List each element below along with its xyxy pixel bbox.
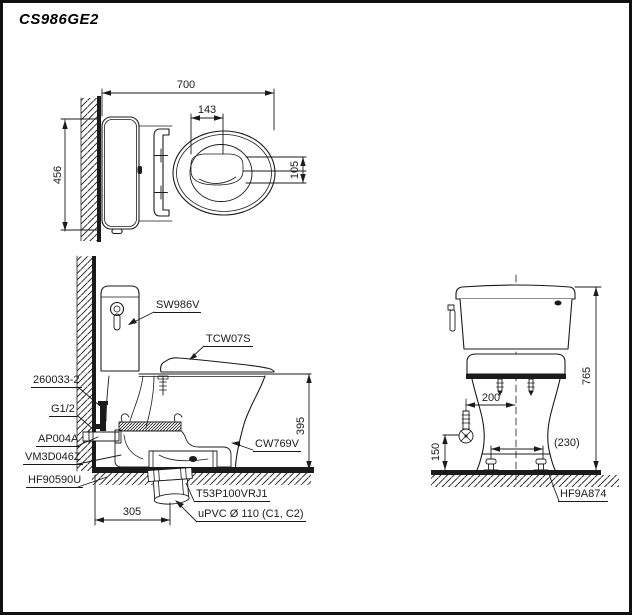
rear-view-seat-bolts xyxy=(497,379,535,396)
dim-456: 456 xyxy=(52,165,64,185)
page-title: CS986GE2 xyxy=(19,11,99,28)
part-label-outlet-joint: T53P100VRJ1 xyxy=(196,488,268,500)
dim-700: 700 xyxy=(176,79,196,91)
top-view-wall xyxy=(81,96,101,242)
dim-143: 143 xyxy=(197,104,217,116)
side-view-bowl xyxy=(106,374,311,467)
dim-765: 765 xyxy=(581,366,593,386)
side-view-tank xyxy=(101,286,139,371)
part-label-outlet-pipe: uPVC Ø 110 (C1, C2) xyxy=(198,508,304,520)
dim-395: 395 xyxy=(295,416,307,436)
dim-150: 150 xyxy=(430,442,442,462)
side-view xyxy=(77,256,314,525)
part-label-seat: TCW07S xyxy=(206,333,251,345)
rear-view xyxy=(431,275,619,501)
part-label-tank: SW986V xyxy=(156,299,200,311)
dim-200: 200 xyxy=(481,392,501,404)
technical-drawing xyxy=(3,3,632,615)
part-label-bowl: CW769V xyxy=(255,438,300,450)
part-label-stop-valve: AP004A xyxy=(38,433,79,445)
side-view-trap xyxy=(115,414,231,467)
side-view-outlet-pipe xyxy=(148,468,194,506)
part-label-seal: VM3D046Z xyxy=(25,451,81,463)
dim-105: 105 xyxy=(289,160,301,180)
rear-view-tank xyxy=(448,285,575,349)
part-label-supply-hose: 260033-2 xyxy=(33,374,80,386)
rear-view-seat xyxy=(466,354,566,379)
rear-view-floor xyxy=(431,470,619,487)
part-label-floor-flange: HF90590U xyxy=(28,474,82,486)
dim-230: (230) xyxy=(554,437,580,449)
top-view xyxy=(61,89,306,242)
part-label-thread: G1/2 xyxy=(51,403,75,415)
top-view-bowl xyxy=(173,131,275,215)
side-view-floor xyxy=(92,467,314,485)
dim-305: 305 xyxy=(122,506,142,518)
part-label-bolt-cap: HF9A874 xyxy=(560,488,607,500)
top-view-seat-unit xyxy=(154,129,169,216)
